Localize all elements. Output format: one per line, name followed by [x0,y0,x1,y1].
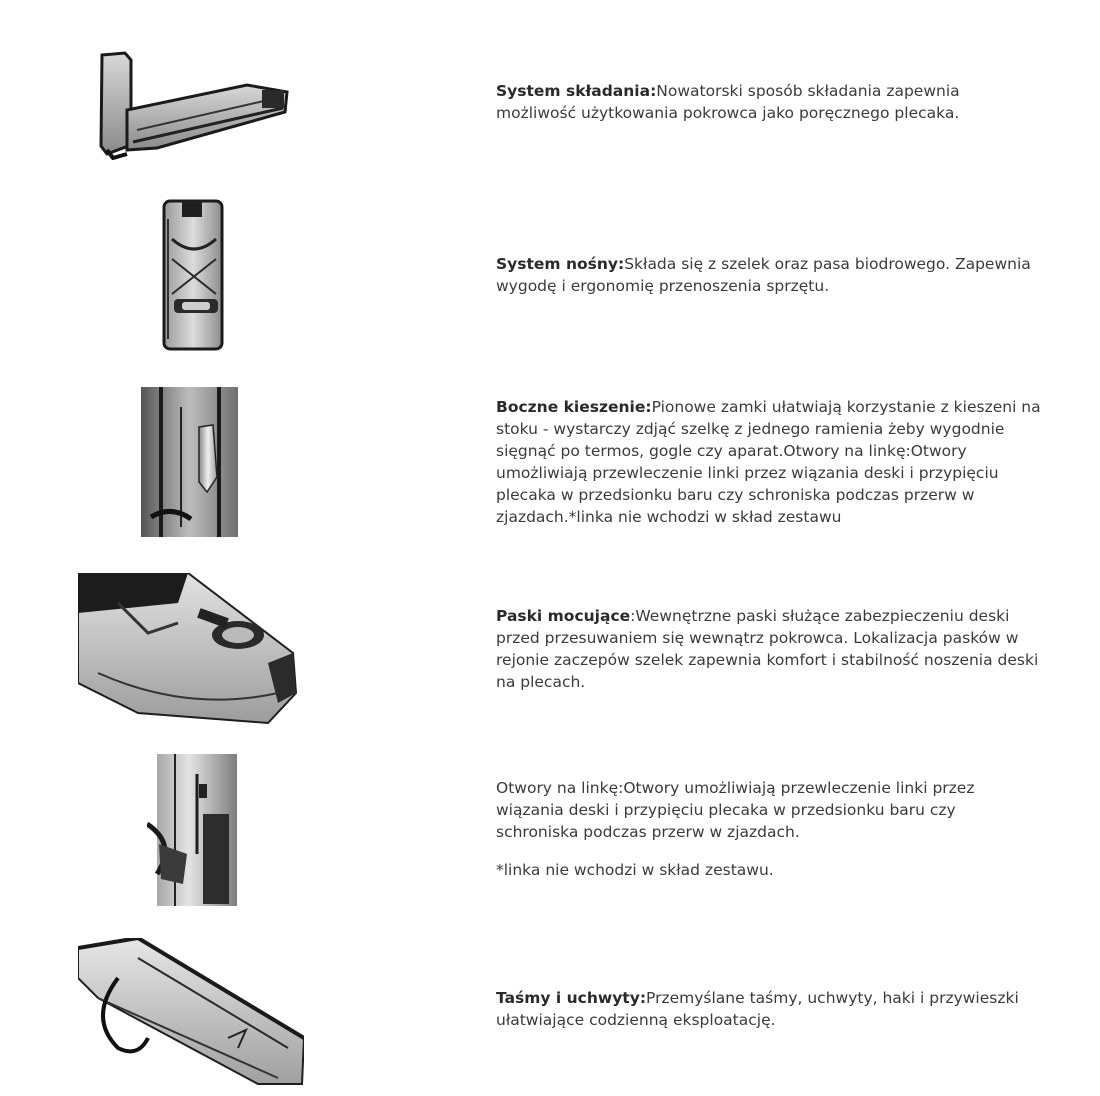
feature-note: *linka nie wchodzi w skład zestawu. [496,861,774,879]
feature-paragraph [496,80,1041,124]
feature-carrying-system [496,253,1041,297]
cable-holes-icon [147,754,240,906]
feature-description: Przemyślane taśmy, uchwyty, haki i przywieszki ułatwiające codzienną eksploatację. [496,989,1019,1029]
board-bag-harness-icon [158,199,230,351]
feature-description: :Wewnętrzne paski służące zabezpieczeniu deski przed przesuwaniem się wewnątrz pokrowca. Lokalizacja pasków w rejonie zaczepów szelek zapewnia komfort i stabilność noszenia deski na plecach. [496,607,1039,691]
straps-handles-photo [78,938,304,1086]
folded-board-bag-icon [97,50,292,160]
inner-straps-photo [78,573,298,725]
side-pocket-photo [141,387,238,537]
feature-paragraph [496,987,1041,1031]
feature-paragraph: Otwory na linkę:Otwory umożliwiają przewleczenie linki przez wiązania deski i przypięciu plecaka w przedsionku baru czy schroniska podczas przerw w zjazdach. [496,779,975,841]
feature-title: Boczne kieszenie: [496,398,652,416]
feature-paragraph [496,605,1041,693]
feature-title: System składania: [496,82,657,100]
feature-mounting-straps [496,605,1041,693]
feature-title: Paski mocujące [496,607,631,625]
feature-description: Pionowe zamki ułatwiają korzystanie z kieszeni na stoku - wystarczy zdjąć szelkę z jednego ramienia żeby wygodnie sięgnąć po termos, gogle czy aparat.Otwory na linkę:Otwory umożliwiają przewleczenie linki przez wiązania deski i przypięciu plecaka w przedsionku baru czy schroniska podczas przerw w zjazdach.*linka nie wchodzi w skład zestawu [496,398,1041,526]
feature-title: System nośny: [496,255,625,273]
straps-handles-icon [78,938,304,1086]
feature-description: Nowatorski sposób składania zapewnia możliwość użytkowania pokrowca jako poręcznego plecaka. [496,82,960,122]
feature-folding-system [496,80,1041,124]
inner-straps-icon [78,573,298,725]
folded-board-bag-photo [97,50,292,160]
feature-title: Taśmy i uchwyty: [496,989,647,1007]
feature-paragraph [496,253,1041,297]
feature-straps-handles [496,987,1041,1031]
feature-description: Składa się z szelek oraz pasa biodrowego. Zapewnia wygodę i ergonomię przenoszenia sprzętu. [496,255,1031,295]
feature-paragraph [496,396,1041,528]
feature-side-pockets [496,396,1041,528]
board-bag-harness-photo [158,199,230,351]
side-pocket-icon [141,387,238,537]
cable-holes-photo [147,754,240,906]
feature-cable-holes [496,777,1041,881]
